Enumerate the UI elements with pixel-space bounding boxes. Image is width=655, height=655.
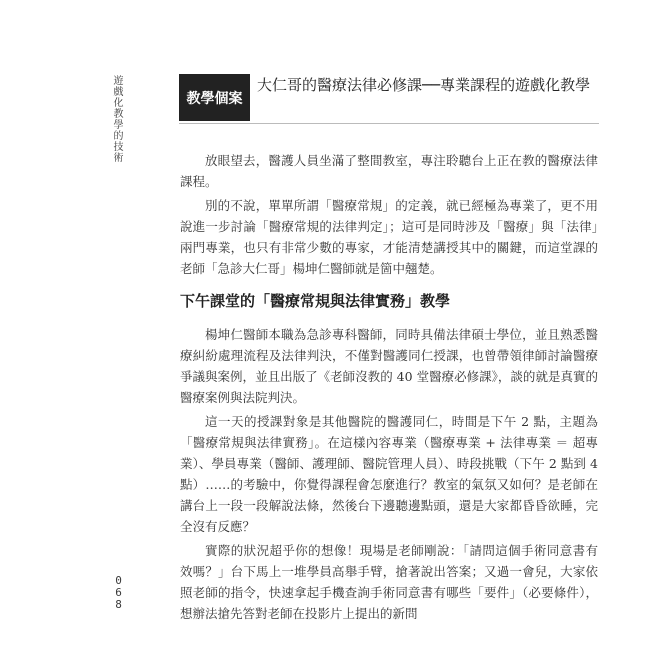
paragraph: 楊坤仁醫師本職為急診專科醫師，同時具備法律碩士學位，並且熟悉醫療糾紛處理流程及法律判決，不僅對醫護同仁授課，也曾帶領律師討論醫療爭議與案例，並且出版了《老師沒教的 40 堂醫療必修課》，談的就是真實的醫療案例與法院判決。	[180, 327, 598, 405]
case-label: 教學個案	[186, 90, 243, 107]
running-book-title: 遊戲化教學的技術	[113, 76, 124, 164]
paragraph: 放眼望去，醫護人員坐滿了整間教室，專注聆聽台上正在教的醫療法律課程。	[180, 153, 598, 189]
chapter-title: 大仁哥的醫療法律必修課──專業課程的遊戲化教學	[257, 76, 591, 94]
title-divider	[179, 123, 599, 124]
page-number: 068	[115, 574, 122, 611]
body-text	[180, 150, 598, 627]
paragraph: 這一天的授課對象是其他醫院的醫護同仁，時間是下午 2 點，主題為「醫療常規與法律實務」。在這樣內容專業（醫療專業 + 法律專業 ＝ 超專業）、學員專業（醫師、護理師、醫院管理人員）、時段挑戰（下午 2 點到 4 點）……的考驗中，你覺得課程會怎麼進行？教室的氣氛又如何？是老師在講台上一段一段解說法條，然後台下邊聽邊點頭，還是大家都昏昏欲睡，完全沒有反應？	[180, 414, 598, 534]
case-label-badge	[179, 74, 250, 121]
paragraph: 實際的狀況超乎你的想像！現場是老師剛說：「請問這個手術同意書有效嗎？」台下馬上一堆學員高舉手臂，搶著說出答案；又過一會兒，大家依照老師的指令，快速拿起手機查詢手術同意書有哪些「要件」（必要條件），想辦法搶先答對老師在投影片上提出的新問	[180, 543, 598, 621]
section-heading: 下午課堂的「醫療常規與法律實務」教學	[180, 292, 451, 310]
paragraph: 別的不說，單單所謂「醫療常規」的定義，就已經極為專業了，更不用說進一步討論「醫療常規的法律判定」；這可是同時涉及「醫療」與「法律」兩門專業，也只有非常少數的專家，才能清楚講授其中的關鍵，而這堂課的老師「急診大仁哥」楊坤仁醫師就是箇中翹楚。	[180, 198, 598, 276]
